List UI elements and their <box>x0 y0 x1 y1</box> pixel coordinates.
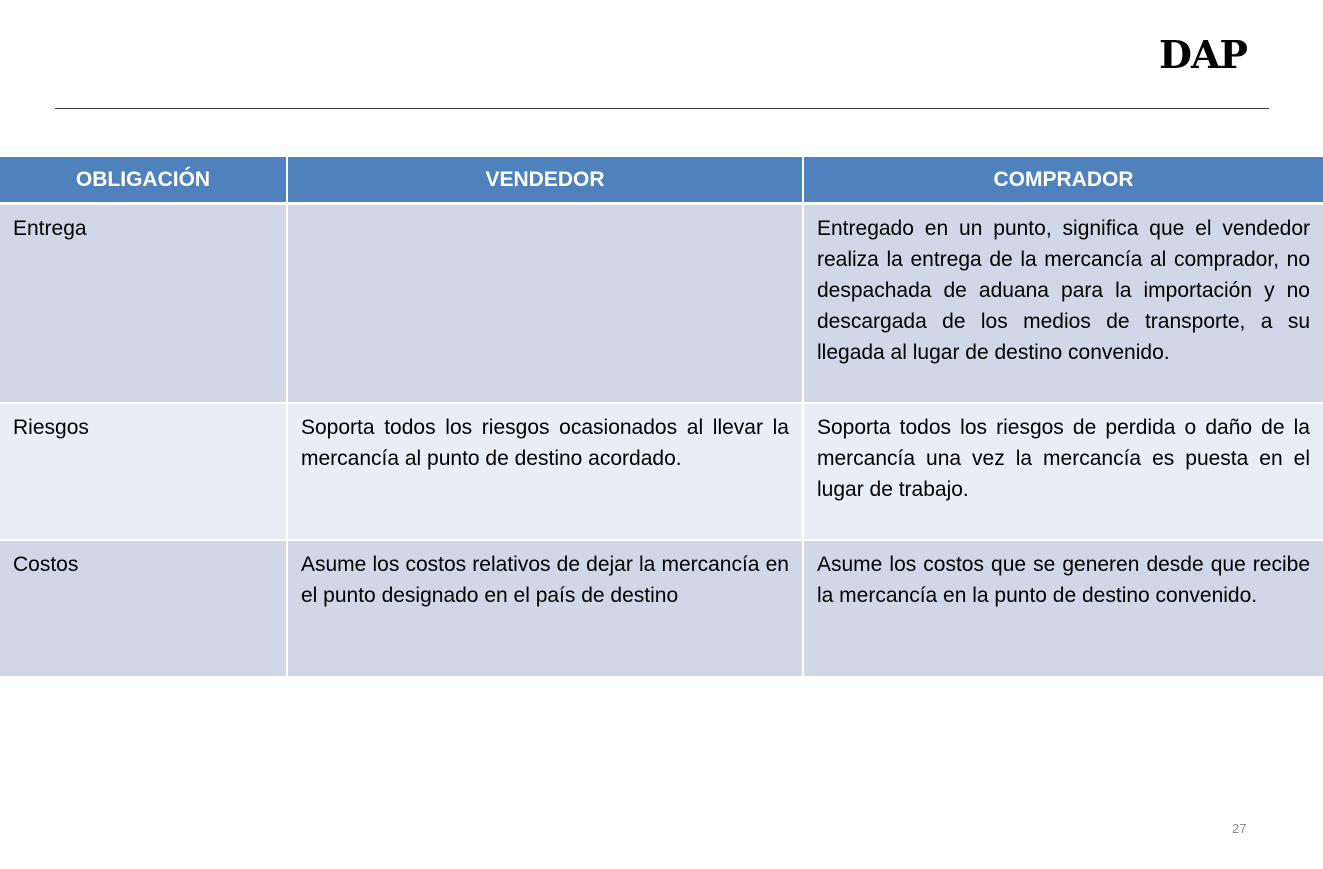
table-header-row <box>0 157 1323 204</box>
table-row-costos <box>0 540 1323 677</box>
header-obligacion: OBLIGACIÓN <box>0 157 287 204</box>
table-row-riesgos <box>0 403 1323 540</box>
title-divider <box>55 108 1269 109</box>
dap-obligations-table <box>0 157 1323 678</box>
header-vendedor: VENDEDOR <box>287 157 803 204</box>
cell-vendedor: Soporta todos los riesgos ocasionados al llevar la mercancía al punto de destino acordado. <box>287 403 803 540</box>
cell-comprador: Soporta todos los riesgos de perdida o daño de la mercancía una vez la mercancía es puesta en el lugar de trabajo. <box>803 403 1323 540</box>
cell-obligacion: Riesgos <box>0 403 287 540</box>
cell-comprador: Entregado en un punto, significa que el vendedor realiza la entrega de la mercancía al comprador, no despachada de aduana para la importación y no descargada de los medios de transporte, a su llegada al lugar de destino convenido. <box>803 204 1323 404</box>
cell-vendedor: Asume los costos relativos de dejar la mercancía en el punto designado en el país de destino <box>287 540 803 677</box>
slide-title: DAP <box>1158 32 1247 77</box>
table-row-entrega <box>0 204 1323 404</box>
header-comprador: COMPRADOR <box>803 157 1323 204</box>
cell-comprador: Asume los costos que se generen desde que recibe la mercancía en la punto de destino convenido. <box>803 540 1323 677</box>
cell-obligacion: Costos <box>0 540 287 677</box>
page-number: 27 <box>1232 821 1247 836</box>
cell-obligacion: Entrega <box>0 204 287 404</box>
cell-vendedor <box>287 204 803 404</box>
